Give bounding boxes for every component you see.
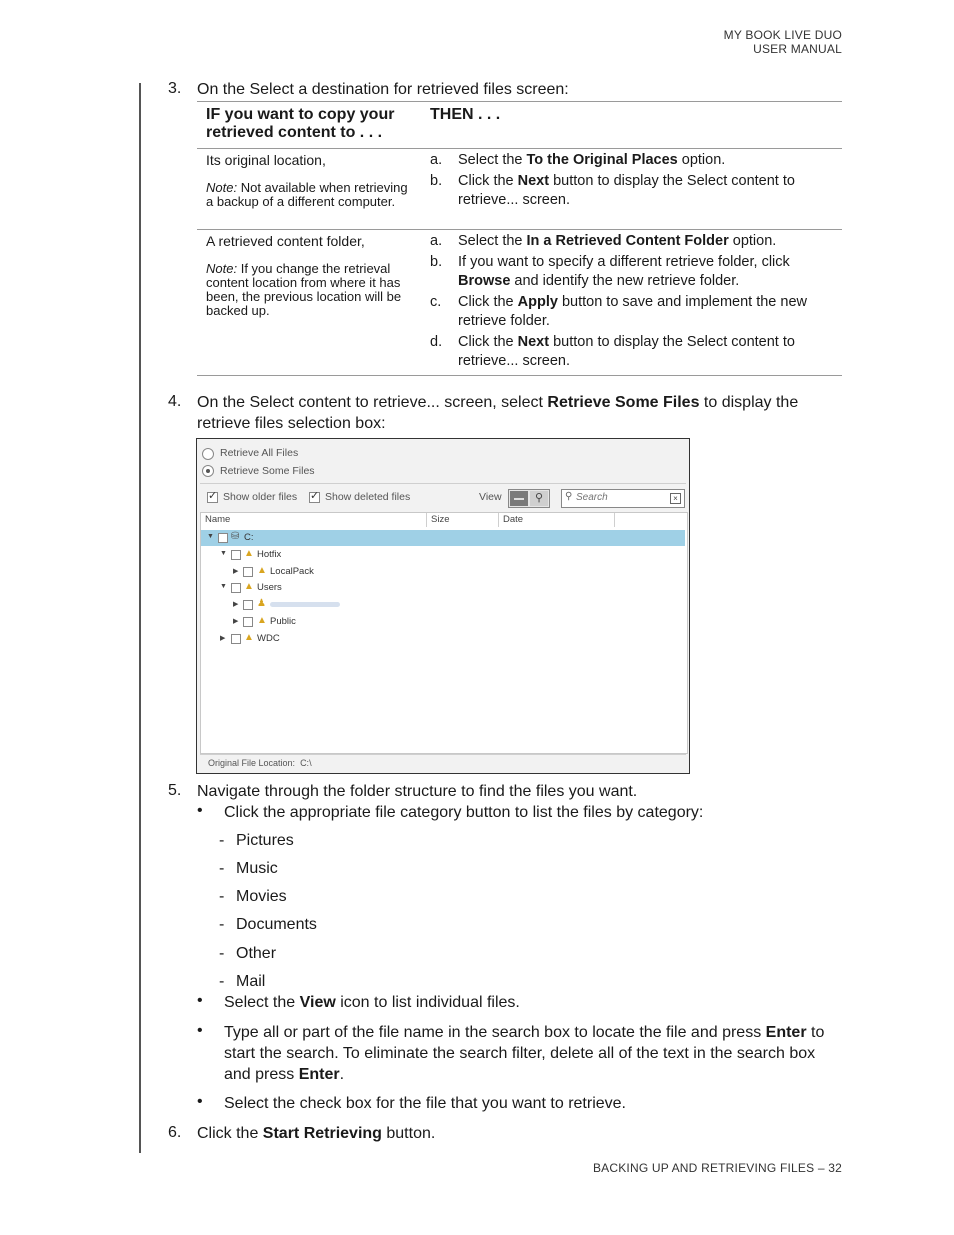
dash: - [219, 945, 225, 962]
retrieve-files-screenshot [196, 438, 690, 774]
category-item: Other [236, 945, 277, 962]
table-row [197, 148, 842, 229]
row-option: Its original location, [206, 152, 326, 168]
category-item: Pictures [236, 832, 294, 849]
expand-down-icon[interactable]: ▼ [220, 583, 227, 590]
expand-down-icon[interactable]: ▼ [220, 550, 227, 557]
expand-down-icon[interactable]: ▼ [207, 533, 214, 540]
status-bar: Original File Location: C:\ [200, 754, 686, 770]
step-4-number: 4. [168, 393, 182, 410]
tree-row[interactable] [201, 614, 685, 630]
bullet: • [197, 1093, 203, 1110]
row-option: A retrieved content folder, [206, 233, 365, 249]
list-view-icon[interactable] [510, 491, 528, 506]
search-box[interactable] [561, 489, 685, 508]
table-header-if: IF you want to copy your retrieved content to . . . [206, 106, 395, 141]
drive-icon: ⛁ [231, 531, 240, 542]
instruction-item: a. Select the In a Retrieved Content Folder option. [430, 233, 777, 249]
folder-icon: ▲ [244, 548, 254, 559]
bullet-text: Select the View icon to list individual files. [224, 994, 520, 1011]
tree-row[interactable] [201, 564, 685, 580]
search-view-icon[interactable]: ⚲ [530, 491, 548, 506]
bullet: • [197, 1022, 203, 1039]
show-older-checkbox[interactable] [207, 492, 218, 503]
tree-row[interactable] [201, 631, 685, 647]
divider [200, 483, 686, 484]
column-size[interactable]: Size [427, 513, 499, 527]
user-folder-icon: ♟ [257, 598, 266, 609]
tree-label: LocalPack [270, 566, 314, 577]
dash: - [219, 888, 225, 905]
tree-checkbox[interactable] [218, 533, 228, 543]
view-toggle[interactable] [508, 489, 550, 508]
column-name[interactable]: Name [201, 513, 427, 527]
running-header [724, 28, 842, 56]
instruction-item: b. If you want to specify a different retrieve folder, click Browse and identify the new retrieve folder. [430, 254, 790, 289]
row-note: Note: If you change the retrieval content location from where it has been, the previous location will be backed up. [206, 261, 402, 318]
file-tree [200, 512, 688, 754]
bullet: • [197, 802, 203, 819]
bullet: • [197, 992, 203, 1009]
dash: - [219, 973, 225, 990]
retrieve-some-label: Retrieve Some Files [220, 465, 315, 477]
column-date[interactable]: Date [499, 513, 615, 527]
step-4-text: On the Select content to retrieve... screen, select Retrieve Some Files to display the retrieve files selection box: [197, 394, 799, 432]
instruction-item: c. Click the Apply button to save and implement the new retrieve folder. [430, 294, 807, 329]
step-3-text: On the Select a destination for retrieved files screen: [197, 81, 569, 98]
tree-row[interactable] [201, 597, 685, 613]
table-header-row [197, 101, 842, 148]
clear-search-icon[interactable]: × [670, 493, 681, 504]
expand-right-icon[interactable]: ▶ [220, 635, 226, 642]
table-row [197, 229, 842, 376]
folder-icon: ▲ [257, 565, 267, 576]
step-6-text: Click the Start Retrieving button. [197, 1125, 436, 1142]
tree-checkbox[interactable] [243, 567, 253, 577]
search-input[interactable] [576, 491, 664, 504]
search-icon: ⚲ [565, 491, 573, 502]
expand-right-icon[interactable]: ▶ [233, 568, 239, 575]
view-label: View [479, 491, 502, 503]
category-item: Movies [236, 888, 287, 905]
margin-rule [139, 83, 141, 1153]
redacted-label [270, 602, 340, 607]
dash: - [219, 860, 225, 877]
table-header-then: THEN . . . [430, 106, 501, 123]
tree-checkbox[interactable] [231, 550, 241, 560]
tree-label: C: [244, 532, 254, 543]
expand-right-icon[interactable]: ▶ [233, 618, 239, 625]
tree-label: Public [270, 616, 296, 627]
retrieve-some-radio[interactable] [202, 465, 214, 477]
bullet-text: Type all or part of the file name in the search box to locate the file and press Enter to start the search. To eliminate the search filter, delete all of the text in the search box and press Enter. [224, 1024, 825, 1083]
dash: - [219, 832, 225, 849]
tree-row[interactable] [201, 547, 685, 563]
tree-label: WDC [257, 633, 280, 644]
category-item: Mail [236, 973, 266, 990]
expand-right-icon[interactable]: ▶ [233, 601, 239, 608]
instruction-item: b. Click the Next button to display the Select content to retrieve... screen. [430, 173, 795, 208]
step-3-number: 3. [168, 80, 182, 97]
instruction-item: a. Select the To the Original Places option. [430, 152, 726, 168]
destination-table [197, 101, 842, 376]
bullet-text: Select the check box for the file that you want to retrieve. [224, 1095, 626, 1112]
retrieve-all-label: Retrieve All Files [220, 447, 299, 459]
instruction-item: d. Click the Next button to display the Select content to retrieve... screen. [430, 334, 795, 369]
tree-label: Users [257, 582, 282, 593]
bullet-text: Click the appropriate file category button to list the files by category: [224, 804, 704, 821]
folder-icon: ▲ [257, 615, 267, 626]
show-deleted-checkbox[interactable] [309, 492, 320, 503]
tree-checkbox[interactable] [243, 600, 253, 610]
category-item: Documents [236, 916, 317, 933]
show-deleted-label: Show deleted files [325, 491, 411, 503]
tree-checkbox[interactable] [243, 617, 253, 627]
dash: - [219, 916, 225, 933]
header-title: MY BOOK LIVE DUO [723, 28, 842, 42]
step-5-number: 5. [168, 782, 182, 799]
tree-checkbox[interactable] [231, 634, 241, 644]
folder-icon: ▲ [244, 581, 254, 592]
tree-checkbox[interactable] [231, 583, 241, 593]
tree-row[interactable] [201, 580, 685, 596]
tree-label: Hotfix [257, 549, 282, 560]
step-6-number: 6. [168, 1124, 182, 1141]
step-5-text: Navigate through the folder structure to find the files you want. [197, 783, 638, 800]
tree-row-root[interactable] [201, 530, 685, 546]
category-item: Music [236, 860, 278, 877]
row-note: Note: Not available when retrieving a backup of a different computer. [206, 180, 408, 209]
folder-icon: ▲ [244, 632, 254, 643]
show-older-label: Show older files [223, 491, 298, 503]
running-footer: BACKING UP AND RETRIEVING FILES – 32 [592, 1161, 842, 1175]
retrieve-all-radio[interactable] [202, 448, 214, 460]
header-subtitle: USER MANUAL [753, 42, 842, 56]
